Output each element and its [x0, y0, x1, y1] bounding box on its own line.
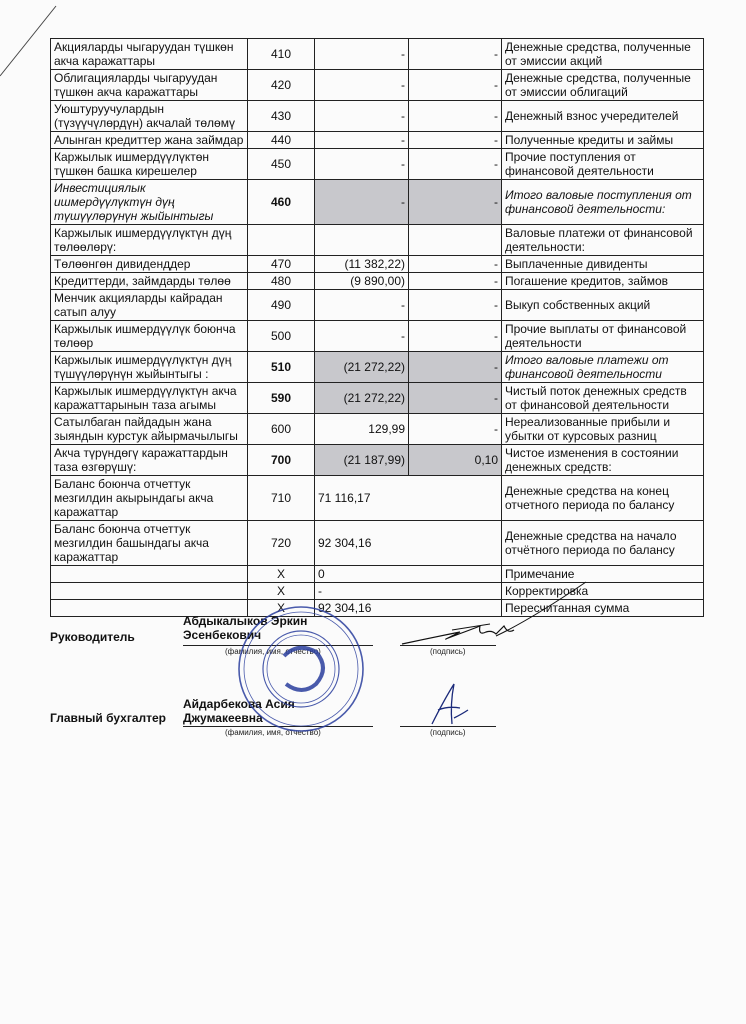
row-value-current: -	[315, 180, 409, 225]
row-label-ky: Төлөөнгөн дивиденддер	[51, 256, 248, 273]
company-stamp-icon	[236, 604, 366, 734]
row-label-ru: Денежные средства на конец отчетного периода по балансу	[502, 476, 704, 521]
row-label-ky: Акцияларды чыгаруудан түшкөн акча каражаттары	[51, 39, 248, 70]
row-value-current: -	[315, 132, 409, 149]
row-code: X	[248, 600, 315, 617]
row-label-ru: Денежные средства, полученные от эмиссии облигаций	[502, 70, 704, 101]
row-code: 430	[248, 101, 315, 132]
row-value-previous: -	[409, 273, 502, 290]
accountant-sign-caption: (подпись)	[430, 728, 466, 737]
row-code: 590	[248, 383, 315, 414]
row-value-current: -	[315, 101, 409, 132]
row-code: 500	[248, 321, 315, 352]
row-value-previous: 0,10	[409, 445, 502, 476]
row-code: X	[248, 566, 315, 583]
row-value-current: -	[315, 39, 409, 70]
row-label-ru: Валовые платежи от финансовой деятельности:	[502, 225, 704, 256]
row-value-current: (21 272,22)	[315, 383, 409, 414]
row-label-ky: Баланс боюнча отчеттук мезгилдин акырындагы акча каражаттар	[51, 476, 248, 521]
row-label-ky: Алынган кредиттер жана займдар	[51, 132, 248, 149]
row-value-previous: -	[409, 352, 502, 383]
row-value-merged: 0	[315, 566, 502, 583]
row-label-ru: Выплаченные дивиденты	[502, 256, 704, 273]
row-label-ru: Прочие поступления от финансовой деятельности	[502, 149, 704, 180]
row-code: 490	[248, 290, 315, 321]
row-label-ky: Облигацияларды чыгаруудан түшкөн акча каражаттары	[51, 70, 248, 101]
row-value-merged: 92 304,16	[315, 600, 502, 617]
row-value-previous: -	[409, 101, 502, 132]
row-label-ru: Корректировка	[502, 583, 704, 600]
row-label-ru: Чистый поток денежных средств от финансовой деятельности	[502, 383, 704, 414]
row-label-ru: Прочие выплаты от финансовой деятельности	[502, 321, 704, 352]
director-name-line1: Абдыкалыков Эркин	[183, 614, 308, 628]
row-code: 440	[248, 132, 315, 149]
row-label-ky: Каржылык ишмердүүлүк боюнча төлөөр	[51, 321, 248, 352]
row-code: 600	[248, 414, 315, 445]
director-name-line2: Эсенбекович	[183, 628, 262, 642]
row-value-previous: -	[409, 132, 502, 149]
row-value-merged: 71 116,17	[315, 476, 502, 521]
row-code: 460	[248, 180, 315, 225]
row-label-ky: Уюштуруучулардын (түзүүчүлөрдүн) акчалай төлөмү	[51, 101, 248, 132]
row-code: X	[248, 583, 315, 600]
row-label-ru: Выкуп собственных акций	[502, 290, 704, 321]
row-value-merged: -	[315, 583, 502, 600]
row-value-current: (21 272,22)	[315, 352, 409, 383]
row-label-ru: Пересчитанная сумма	[502, 600, 704, 617]
row-label-ru: Примечание	[502, 566, 704, 583]
row-label-ky: Сатылбаган пайдадын жана зыяндын курстук айырмачылыгы	[51, 414, 248, 445]
director-signature-icon	[400, 580, 590, 660]
accountant-name-line1: Айдарбекова Асия	[183, 697, 295, 711]
row-value-previous: -	[409, 290, 502, 321]
row-code: 510	[248, 352, 315, 383]
row-label-ru: Денежные средства, полученные от эмиссии акций	[502, 39, 704, 70]
accountant-signature-icon	[424, 680, 474, 730]
row-label-ky: Каржылык ишмердүүлүктүн дүң түшүүлөрүнүн жыйынтыгы :	[51, 352, 248, 383]
row-code: 410	[248, 39, 315, 70]
director-name-caption: (фамилия, имя, отчество)	[225, 647, 321, 656]
accountant-name-caption: (фамилия, имя, отчество)	[225, 728, 321, 737]
row-value-previous: -	[409, 39, 502, 70]
row-value-previous: -	[409, 180, 502, 225]
row-code: 470	[248, 256, 315, 273]
row-code: 450	[248, 149, 315, 180]
director-role: Руководитель	[50, 630, 135, 644]
row-label-ky: Баланс боюнча отчеттук мезгилдин башындагы акча каражаттар	[51, 521, 248, 566]
accountant-name-line2: Джумакеевна	[183, 711, 263, 725]
row-code: 710	[248, 476, 315, 521]
row-label-ky: Инвестициялык ишмердүүлүктүн дүң түшүүлөрүнүн жыйынтыгы	[51, 180, 248, 225]
row-value-current: -	[315, 70, 409, 101]
row-label-ru: Итого валовые поступления от финансовой деятельности:	[502, 180, 704, 225]
row-label-ru: Погашение кредитов, займов	[502, 273, 704, 290]
row-code: 480	[248, 273, 315, 290]
row-label-ru: Денежный взнос учередителей	[502, 101, 704, 132]
row-value-merged: 92 304,16	[315, 521, 502, 566]
row-label-ky: Менчик акцияларды кайрадан сатып алуу	[51, 290, 248, 321]
row-label-ky: Каржылык ишмердүүлүктүн дүң төлөөлөрү:	[51, 225, 248, 256]
row-value-current: (21 187,99)	[315, 445, 409, 476]
row-value-current: -	[315, 149, 409, 180]
row-label-ky: Каржылык ишмердүүлүктөн түшкөн башка кирешелер	[51, 149, 248, 180]
row-value-previous: -	[409, 149, 502, 180]
row-value-current: -	[315, 321, 409, 352]
row-value-previous: -	[409, 321, 502, 352]
row-code: 700	[248, 445, 315, 476]
row-value-current: 129,99	[315, 414, 409, 445]
row-value-previous: -	[409, 70, 502, 101]
row-value-previous: -	[409, 256, 502, 273]
accountant-role: Главный бухгалтер	[50, 711, 167, 725]
row-label-ru: Итого валовые платежи от финансовой деятельности	[502, 352, 704, 383]
row-value-previous: -	[409, 414, 502, 445]
row-label-ru: Нереализованные прибыли и убытки от курсовых разниц	[502, 414, 704, 445]
row-value-current: (11 382,22)	[315, 256, 409, 273]
row-label-ru: Чистое изменения в состоянии денежных средств:	[502, 445, 704, 476]
row-value-current: (9 890,00)	[315, 273, 409, 290]
row-code: 420	[248, 70, 315, 101]
row-label-ky: Кредиттерди, займдарды төлөө	[51, 273, 248, 290]
row-value-current: -	[315, 290, 409, 321]
row-label-ky: Акча түрүндөгү каражаттардын таза өзгөрүшү:	[51, 445, 248, 476]
row-value-previous: -	[409, 383, 502, 414]
row-label-ru: Денежные средства на начало отчётного периода по балансу	[502, 521, 704, 566]
row-label-ky: Каржылык ишмердүүлүктүн акча каражаттарынын таза агымы	[51, 383, 248, 414]
row-label-ru: Полученные кредиты и займы	[502, 132, 704, 149]
director-sign-caption: (подпись)	[430, 647, 466, 656]
row-code: 720	[248, 521, 315, 566]
